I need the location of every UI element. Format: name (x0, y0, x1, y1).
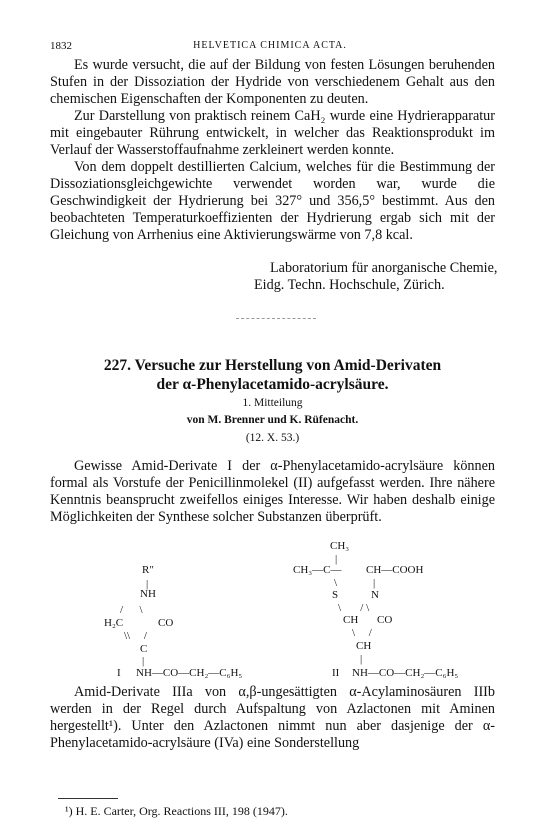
co-ring: CO (377, 614, 393, 626)
structure-label: II (332, 667, 340, 679)
article-part: 1. Mitteilung (242, 397, 303, 409)
paragraph: Gewisse Amid-Derivate I der α-Phenylacetamido-acrylsäure können formal als Vorstufe der Penicillinmolekel (II) aufgefasst werden. Ihre nähere Kenntnis beansprucht zweifellos einiges Interesse. Wir haben deshalb einige Möglichkeiten der Synthese solcher Substanzen überprüft. (50, 458, 495, 525)
intro-text (50, 57, 495, 244)
c-atom: C (140, 643, 148, 655)
article-title-line-2: der α-Phenylacetamido-acrylsäure. (156, 376, 389, 393)
n-atom: N (371, 589, 379, 601)
r-group: R″ (142, 564, 154, 576)
side-chain: NH—CO—CH₂—C₆H₅ (352, 667, 459, 679)
paragraph: Zur Darstellung von praktisch reinem CaH₂ wurde eine Hydrierapparatur mit eingebauter Rührung entwickelt, in welcher das Reaktionsprodukt im Verlauf der Wasserstoffaufnahme zerkleinert werden konnte. (50, 108, 495, 158)
paragraph: Amid-Derivate IIIa von α,β-ungesättigten α-Acylaminosäuren IIIb werden in der Regel durch Aufspaltung von Azlactonen mit Aminen hergestellt¹). Unter den Azlactonen nimmt nun aber dasjenige der α-Phenylacetamido-acrylsäure (IVa) eine Sonderstellung (50, 684, 495, 751)
running-header (50, 40, 490, 54)
article-authors: von M. Brenner und K. Rüfenacht. (186, 414, 359, 426)
paragraph: Es wurde versucht, die auf der Bildung von festen Lösungen beruhenden Stufen in der Dissoziation der Hydride von verschiedenem Gehalt aus den chemischen Eigenschaften der Komponenten zu deuten. (50, 57, 495, 107)
ch-cooh: CH—COOH (366, 564, 424, 576)
page-number: 1832 (50, 40, 72, 52)
s-atom: S (332, 589, 339, 601)
ch3-c: CH₃—C— (293, 564, 342, 576)
co-group: CO (158, 617, 174, 629)
ch-bottom: CH (356, 640, 372, 652)
paragraph: Von dem doppelt destillierten Calcium, welches für die Bestimmung der Dissoziationsgleichgewichte verwendet worden war, wurde die Geschwindigkeit der Hydrierung bei 327° und 356,5° bestimmt. Aus den beobachteten Temperaturkoeffizienten der Hydrierung ergab sich mit der Gleichung von Arrhenius eine Aktivierungswärme von 7,8 kcal. (50, 159, 495, 243)
footnote: ¹) H. E. Carter, Org. Reactions III, 198 (1947). (65, 804, 288, 818)
ch-ring: CH (343, 614, 359, 626)
affiliation-line-1: Laboratorium für anorganische Chemie, (270, 260, 498, 276)
footnote-rule (58, 798, 118, 799)
section-divider (236, 318, 316, 319)
article-date: (12. X. 53.) (245, 432, 300, 444)
structure-label: I (117, 667, 121, 679)
affiliation-line-2: Eidg. Techn. Hochschule, Zürich. (254, 277, 445, 293)
article-title-line-1: 227. Versuche zur Herstellung von Amid-Derivaten (103, 357, 442, 374)
side-chain: NH—CO—CH₂—C₆H₅ (136, 667, 243, 679)
nh-group: NH (140, 588, 156, 600)
ch3-top: CH₃ (330, 540, 350, 552)
journal-title: HELVETICA CHIMICA ACTA. (193, 40, 347, 51)
h2c-group: H₂C (104, 617, 124, 629)
